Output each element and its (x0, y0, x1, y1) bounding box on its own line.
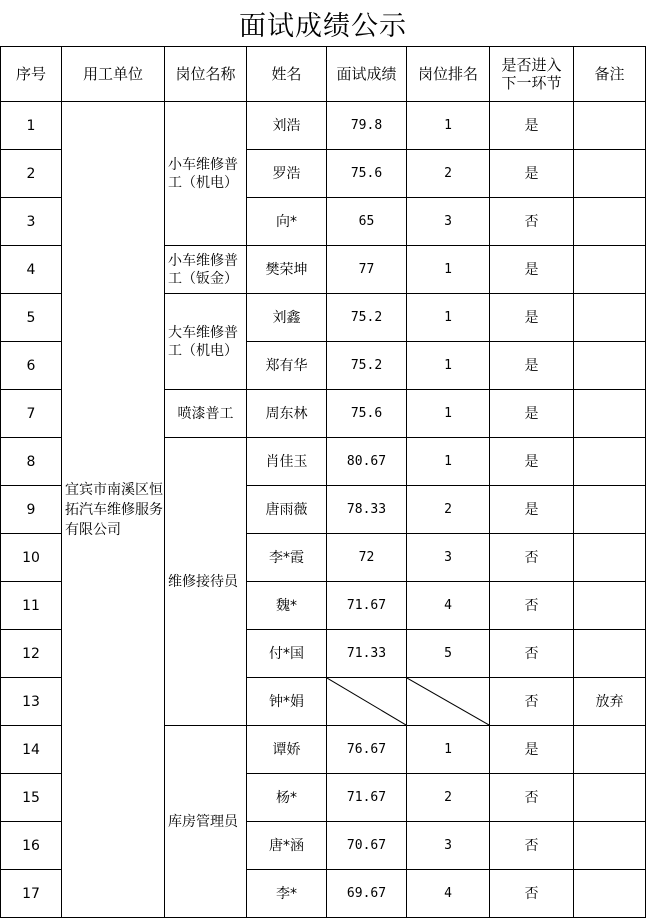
cell-remark (574, 822, 646, 870)
cell-remark (574, 726, 646, 774)
cell-remark (574, 342, 646, 390)
cell-advance: 否 (490, 870, 574, 918)
company-cell: 宜宾市南溪区恒拓汽车维修服务有限公司 (62, 102, 165, 918)
cell-advance: 是 (490, 342, 574, 390)
cell-name: 肖佳玉 (247, 438, 327, 486)
cell-score: 79.8 (327, 102, 407, 150)
cell-seq: 14 (1, 726, 62, 774)
cell-rank: 1 (407, 438, 490, 486)
cell-score: 70.67 (327, 822, 407, 870)
cell-remark (574, 198, 646, 246)
cell-advance: 是 (490, 246, 574, 294)
cell-name: 郑有华 (247, 342, 327, 390)
cell-name: 罗浩 (247, 150, 327, 198)
cell-score: 69.67 (327, 870, 407, 918)
cell-score: 75.2 (327, 342, 407, 390)
cell-remark (574, 870, 646, 918)
cell-rank: 2 (407, 486, 490, 534)
cell-advance: 是 (490, 726, 574, 774)
cell-advance: 是 (490, 438, 574, 486)
cell-name: 樊荣坤 (247, 246, 327, 294)
cell-score: 71.67 (327, 774, 407, 822)
cell-seq: 12 (1, 630, 62, 678)
cell-remark (574, 630, 646, 678)
cell-seq: 4 (1, 246, 62, 294)
cell-name: 唐*涵 (247, 822, 327, 870)
cell-name: 钟*娟 (247, 678, 327, 726)
cell-name: 谭娇 (247, 726, 327, 774)
cell-remark (574, 438, 646, 486)
cell-rank: 1 (407, 102, 490, 150)
cell-rank: 1 (407, 390, 490, 438)
position-cell: 大车维修普工（机电） (165, 294, 247, 390)
cell-remark (574, 534, 646, 582)
cell-seq: 2 (1, 150, 62, 198)
cell-score: 80.67 (327, 438, 407, 486)
cell-rank: 5 (407, 630, 490, 678)
cell-seq: 9 (1, 486, 62, 534)
header-row (1, 47, 646, 102)
cell-seq: 5 (1, 294, 62, 342)
diagonal-line (327, 678, 406, 725)
cell-rank: 2 (407, 774, 490, 822)
cell-advance: 否 (490, 822, 574, 870)
cell-rank: 4 (407, 870, 490, 918)
cell-score: 65 (327, 198, 407, 246)
position-cell: 小车维修普工（钣金） (165, 246, 247, 294)
cell-score: 71.33 (327, 630, 407, 678)
cell-advance: 否 (490, 582, 574, 630)
cell-seq: 1 (1, 102, 62, 150)
position-cell: 库房管理员 (165, 726, 247, 918)
cell-advance: 是 (490, 294, 574, 342)
cell-seq: 15 (1, 774, 62, 822)
cell-advance: 否 (490, 678, 574, 726)
cell-seq: 6 (1, 342, 62, 390)
cell-name: 刘浩 (247, 102, 327, 150)
header-rank: 岗位排名 (407, 47, 490, 102)
cell-remark (574, 582, 646, 630)
position-cell: 小车维修普工（机电） (165, 102, 247, 246)
cell-name: 魏* (247, 582, 327, 630)
header-position: 岗位名称 (165, 47, 247, 102)
cell-rank: 3 (407, 198, 490, 246)
cell-seq: 16 (1, 822, 62, 870)
cell-rank: 3 (407, 822, 490, 870)
table-row (1, 102, 646, 150)
cell-advance: 是 (490, 390, 574, 438)
cell-score: 76.67 (327, 726, 407, 774)
cell-rank: 2 (407, 150, 490, 198)
cell-score: 75.6 (327, 390, 407, 438)
cell-remark (574, 150, 646, 198)
score-table (0, 46, 646, 918)
cell-name: 杨* (247, 774, 327, 822)
cell-name: 唐雨薇 (247, 486, 327, 534)
header-advance: 是否进入下一环节 (490, 47, 574, 102)
cell-score: 72 (327, 534, 407, 582)
cell-advance: 否 (490, 630, 574, 678)
cell-rank: 1 (407, 342, 490, 390)
header-unit: 用工单位 (62, 47, 165, 102)
cell-seq: 17 (1, 870, 62, 918)
cell-name: 周东林 (247, 390, 327, 438)
cell-advance: 否 (490, 198, 574, 246)
cell-score: 75.2 (327, 294, 407, 342)
cell-score: 77 (327, 246, 407, 294)
cell-score: 78.33 (327, 486, 407, 534)
diagonal-line (407, 678, 489, 725)
cell-remark (574, 774, 646, 822)
cell-advance: 否 (490, 774, 574, 822)
cell-seq: 8 (1, 438, 62, 486)
cell-rank: 1 (407, 726, 490, 774)
cell-rank: 4 (407, 582, 490, 630)
diagonal-empty-rank (407, 678, 490, 726)
cell-name: 付*国 (247, 630, 327, 678)
cell-score: 71.67 (327, 582, 407, 630)
page-title: 面试成绩公示 (239, 10, 407, 42)
cell-seq: 3 (1, 198, 62, 246)
cell-remark (574, 102, 646, 150)
cell-name: 李* (247, 870, 327, 918)
cell-remark (574, 486, 646, 534)
cell-remark: 放弃 (574, 678, 646, 726)
diagonal-empty-score (327, 678, 407, 726)
cell-remark (574, 294, 646, 342)
header-score: 面试成绩 (327, 47, 407, 102)
cell-name: 刘鑫 (247, 294, 327, 342)
header-seq: 序号 (1, 47, 62, 102)
cell-score: 75.6 (327, 150, 407, 198)
cell-rank: 3 (407, 534, 490, 582)
cell-advance: 是 (490, 486, 574, 534)
position-cell: 维修接待员 (165, 438, 247, 726)
header-remark: 备注 (574, 47, 646, 102)
position-cell: 喷漆普工 (165, 390, 247, 438)
cell-seq: 10 (1, 534, 62, 582)
cell-remark (574, 390, 646, 438)
cell-seq: 11 (1, 582, 62, 630)
cell-rank: 1 (407, 246, 490, 294)
cell-advance: 是 (490, 102, 574, 150)
cell-name: 向* (247, 198, 327, 246)
cell-advance: 否 (490, 534, 574, 582)
cell-seq: 13 (1, 678, 62, 726)
cell-remark (574, 246, 646, 294)
cell-name: 李*霞 (247, 534, 327, 582)
cell-rank: 1 (407, 294, 490, 342)
cell-seq: 7 (1, 390, 62, 438)
header-name: 姓名 (247, 47, 327, 102)
cell-advance: 是 (490, 150, 574, 198)
